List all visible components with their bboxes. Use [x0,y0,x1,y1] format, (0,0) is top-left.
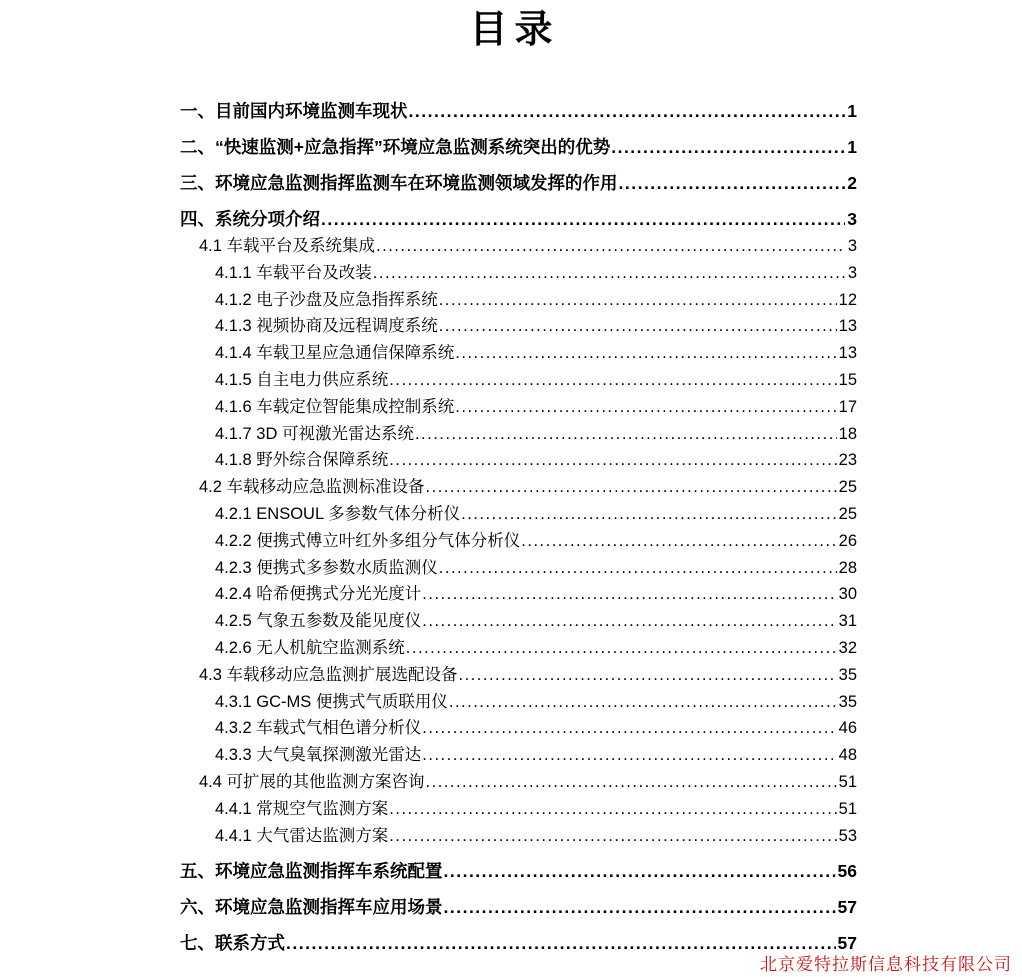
toc-dot-leader [426,474,837,501]
toc-entry[interactable] [180,796,857,823]
toc-dot-leader [389,796,836,823]
toc-entry[interactable] [180,233,857,260]
toc-dot-leader [439,287,837,314]
toc-entry-label: 一、目前国内环境监测车现状 [180,101,408,121]
toc-dot-leader [455,394,836,421]
toc-entry-page-number: 51 [838,772,857,791]
toc-entry[interactable] [180,581,857,608]
toc-entry[interactable] [180,170,857,197]
toc-entry-label: 七、联系方式 [180,933,285,954]
toc-dot-leader [406,635,837,662]
toc-entry-page-number: 28 [838,558,857,577]
toc-entry[interactable] [180,769,857,796]
toc-dot-leader [444,894,836,921]
toc-dot-leader [286,930,836,957]
toc-entry-page-number: 3 [847,237,857,255]
toc-entry-page-number: 18 [838,424,857,443]
toc-entry-page-number: 1 [847,101,857,121]
toc-entry[interactable] [180,287,857,314]
toc-entry-label: 4.3.3 大气臭氧探测激光雷达 [215,746,422,765]
toc-entry-label: 4.2.6 无人机航空监测系统 [215,638,405,657]
toc-entry-page-number: 25 [838,478,857,497]
toc-entry-page-number: 3 [847,209,857,229]
page-title: 目录 [469,6,560,51]
toc-dot-leader [422,742,836,769]
toc-dot-leader [389,823,836,850]
toc-entry-label: 4.3.2 车载式气相色谱分析仪 [215,719,422,738]
toc-entry[interactable] [180,367,857,394]
toc-entry-label: 4.2.4 哈希便携式分光光度计 [215,585,422,604]
toc-entry-label: 4.1.3 视频协商及远程调度系统 [215,317,438,336]
toc-dot-leader [455,340,836,367]
toc-entry[interactable] [180,930,857,957]
toc-entry-page-number: 25 [838,504,857,523]
toc-entry-label: 4.4 可扩展的其他监测方案咨询 [199,772,425,791]
toc-dot-leader [449,689,837,716]
toc-entry[interactable] [180,260,857,287]
toc-dot-leader [426,769,837,796]
toc-entry[interactable] [180,858,857,885]
toc-entry-label: 4.4.1 大气雷达监测方案 [215,826,389,845]
toc-entry-page-number: 12 [838,290,857,309]
toc-entry-page-number: 51 [838,799,857,818]
toc-entry-label: 五、环境应急监测指挥车系统配置 [180,861,443,882]
toc-dot-leader [376,233,846,260]
toc-entry[interactable] [180,528,857,555]
toc-entry[interactable] [180,823,857,850]
toc-entry-label: 4.1.2 电子沙盘及应急指挥系统 [215,290,438,309]
toc-entry[interactable] [180,206,857,233]
toc-entry[interactable] [180,715,857,742]
toc-entry-page-number: 13 [838,317,857,336]
toc-entry-label: 4.2.1 ENSOUL 多参数气体分析仪 [215,504,461,523]
toc-entry-page-number: 30 [838,585,857,604]
toc-entry-label: 4.3 车载移动应急监测扩展选配设备 [199,665,458,684]
toc-entry-page-number: 53 [838,826,857,845]
toc-entry[interactable] [180,474,857,501]
toc-entry-page-number: 57 [837,933,857,954]
toc-entry-label: 4.1.6 车载定位智能集成控制系统 [215,397,455,416]
toc-dot-leader [389,447,836,474]
toc-entry-page-number: 1 [847,137,857,157]
toc-entry-label: 4.2.2 便携式傅立叶红外多组分气体分析仪 [215,531,521,550]
toc-dot-leader [409,98,846,125]
toc-entry-label: 4.2.3 便携式多参数水质监测仪 [215,558,438,577]
toc-entry[interactable] [180,689,857,716]
toc-entry-label: 4.1.4 车载卫星应急通信保障系统 [215,344,455,363]
toc-dot-leader [619,170,846,197]
toc-entry[interactable] [180,98,857,125]
toc-entry-label: 4.3.1 GC-MS 便携式气质联用仪 [215,692,448,711]
toc-entry-page-number: 35 [838,665,857,684]
toc-entry-label: 4.1.5 自主电力供应系统 [215,370,389,389]
toc-entry[interactable] [180,662,857,689]
toc-entry-label: 六、环境应急监测指挥车应用场景 [180,897,443,918]
toc-entry-page-number: 17 [838,397,857,416]
toc-entry-label: 4.1.1 车载平台及改装 [215,263,372,282]
toc-dot-leader [444,858,836,885]
toc-entry[interactable] [180,501,857,528]
toc-entry-label: 4.1.7 3D 可视激光雷达系统 [215,424,414,443]
toc-dot-leader [422,608,836,635]
toc-entry-page-number: 31 [838,612,857,631]
toc-dot-leader [389,367,836,394]
toc-dot-leader [611,134,845,161]
toc-entry-page-number: 56 [837,861,857,882]
toc-dot-leader [422,715,836,742]
toc-entry[interactable] [180,313,857,340]
toc-entry[interactable] [180,635,857,662]
toc-entry-page-number: 26 [838,531,857,550]
toc-list [180,98,857,957]
toc-entry-page-number: 48 [838,746,857,765]
toc-entry-page-number: 35 [838,692,857,711]
toc-dot-leader [415,421,837,448]
toc-entry-page-number: 3 [847,263,857,282]
toc-entry-label: 三、环境应急监测指挥监测车在环境监测领域发挥的作用 [180,173,618,193]
toc-dot-leader [422,581,836,608]
toc-dot-leader [321,206,845,233]
toc-entry-page-number: 15 [838,370,857,389]
toc-entry-label: 4.2 车载移动应急监测标准设备 [199,478,425,497]
toc-dot-leader [521,528,836,555]
toc-entry-page-number: 23 [838,451,857,470]
toc-entry[interactable] [180,134,857,161]
toc-entry-label: 四、系统分项介绍 [180,209,320,229]
toc-dot-leader [373,260,846,287]
toc-entry-page-number: 13 [838,344,857,363]
toc-dot-leader [439,313,837,340]
toc-entry-label: 二、“快速监测+应急指挥”环境应急监测系统突出的优势 [180,137,611,157]
toc-entry-page-number: 2 [847,173,857,193]
toc-entry-label: 4.1.8 野外综合保障系统 [215,451,389,470]
toc-entry[interactable] [180,394,857,421]
toc-entry-label: 4.2.5 气象五参数及能见度仪 [215,612,422,631]
toc-entry-label: 4.4.1 常规空气监测方案 [215,799,389,818]
toc-dot-leader [461,501,837,528]
toc-entry-label: 4.1 车载平台及系统集成 [199,237,376,255]
toc-entry-page-number: 32 [838,638,857,657]
toc-entry[interactable] [180,421,857,448]
toc-entry[interactable] [180,447,857,474]
toc-entry-page-number: 46 [838,719,857,738]
toc-entry[interactable] [180,608,857,635]
toc-entry-page-number: 57 [837,897,857,918]
toc-dot-leader [439,555,837,582]
toc-entry[interactable] [180,555,857,582]
company-watermark: 北京爱特拉斯信息科技有限公司 [760,955,1012,975]
toc-entry[interactable] [180,742,857,769]
toc-dot-leader [459,662,837,689]
toc-entry[interactable] [180,340,857,367]
toc-entry[interactable] [180,894,857,921]
